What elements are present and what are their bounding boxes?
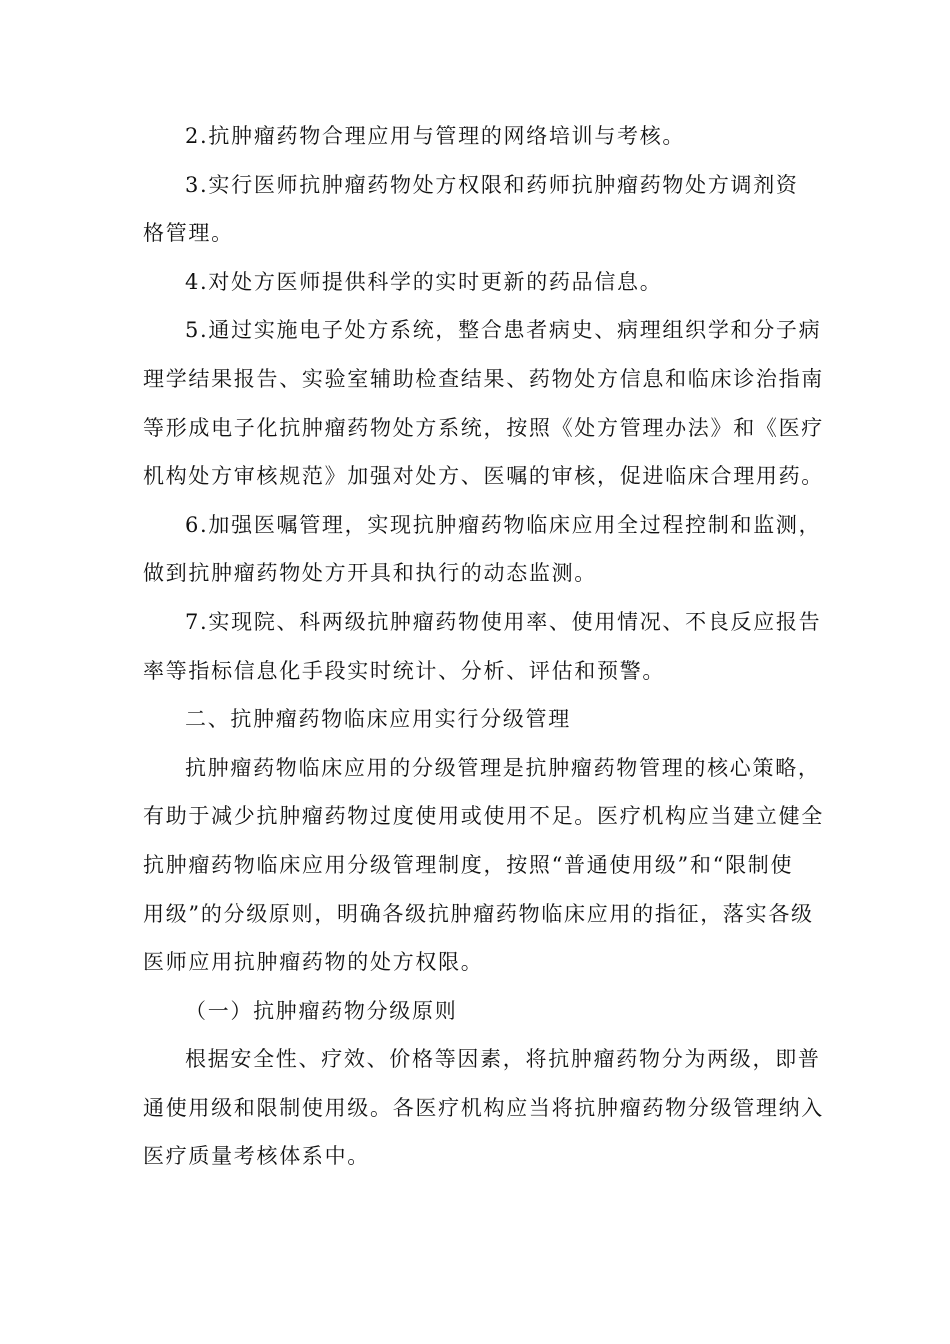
text-line: 机构处方审核规范》加强对处方、医嘱的审核，促进临床合理用药。 xyxy=(143,464,824,489)
text-line: 格管理。 xyxy=(143,221,234,246)
text-line: 通使用级和限制使用级。各医疗机构应当将抗肿瘤药物分级管理纳入 xyxy=(143,1095,824,1120)
text-line: 2.抗肿瘤药物合理应用与管理的网络培训与考核。 xyxy=(185,124,686,148)
paragraph-item-2 xyxy=(143,112,807,161)
text-line: 抗肿瘤药物临床应用分级管理制度，按照“普通使用级”和“限制使 xyxy=(143,852,794,877)
paragraph-grading-intro xyxy=(143,744,824,987)
subsection-heading xyxy=(143,987,807,1036)
text-line: 5.通过实施电子处方系统，整合患者病史、病理组织学和分子病 xyxy=(185,318,822,343)
paragraph-item-5 xyxy=(143,306,824,500)
paragraph-item-7 xyxy=(143,598,822,695)
text-line: 抗肿瘤药物临床应用的分级管理是抗肿瘤药物管理的核心策略， xyxy=(185,755,821,780)
paragraph-grading-principle xyxy=(143,1035,824,1181)
text-line: 有助于减少抗肿瘤药物过度使用或使用不足。医疗机构应当建立健全 xyxy=(143,804,824,829)
text-line: 用级”的分级原则，明确各级抗肿瘤药物临床应用的指征，落实各级 xyxy=(143,901,814,926)
section-heading-text: 二、抗肿瘤药物临床应用实行分级管理 xyxy=(185,707,571,732)
paragraph-item-4 xyxy=(143,258,807,307)
text-line: 6.加强医嘱管理，实现抗肿瘤药物临床应用全过程控制和监测， xyxy=(185,512,822,537)
text-line: 根据安全性、疗效、价格等因素，将抗肿瘤药物分为两级，即普 xyxy=(185,1047,821,1072)
section-heading xyxy=(143,695,807,744)
paragraph-item-3 xyxy=(143,161,807,258)
text-line: 医师应用抗肿瘤药物的处方权限。 xyxy=(143,950,484,975)
text-line: 4.对处方医师提供科学的实时更新的药品信息。 xyxy=(185,269,663,294)
text-line: 3.实行医师抗肿瘤药物处方权限和药师抗肿瘤药物处方调剂资 xyxy=(185,172,799,197)
text-line: 做到抗肿瘤药物处方开具和执行的动态监测。 xyxy=(143,561,597,586)
document-body xyxy=(143,112,824,1181)
paragraph-item-6 xyxy=(143,501,822,598)
text-line: 理学结果报告、实验室辅助检查结果、药物处方信息和临床诊治指南 xyxy=(143,366,824,391)
text-line: 医疗质量考核体系中。 xyxy=(143,1144,370,1169)
subsection-heading-text: （一）抗肿瘤药物分级原则 xyxy=(185,998,458,1023)
text-line: 率等指标信息化手段实时统计、分析、评估和预警。 xyxy=(143,658,666,683)
text-line: 等形成电子化抗肿瘤药物处方系统，按照《处方管理办法》和《医疗 xyxy=(143,415,824,440)
text-line: 7.实现院、科两级抗肿瘤药物使用率、使用情况、不良反应报告 xyxy=(185,609,822,634)
